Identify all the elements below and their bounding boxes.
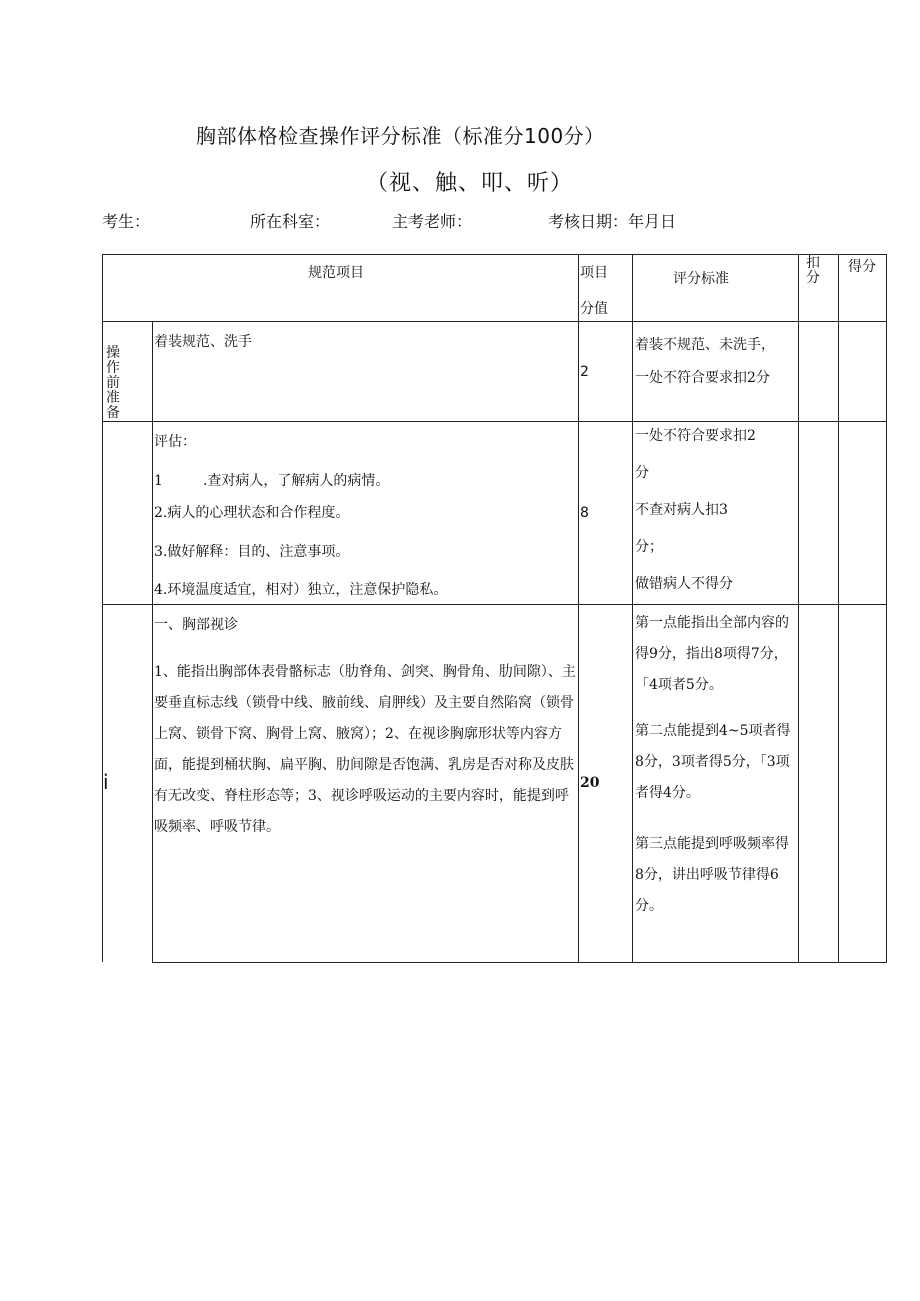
row2-item-line: 3.做好解释：目的、注意事项。 (154, 544, 350, 560)
department-field: 所在科室： (250, 212, 331, 231)
row1-criteria-line2: 一处不符合要求扣2分 (635, 370, 770, 386)
row2-item-line: 评估： (154, 434, 196, 450)
table-border-top (102, 254, 887, 255)
row2-criteria-line: 做错病人不得分 (635, 576, 733, 592)
row2-criteria-line: 分； (635, 539, 663, 555)
table-col-divider-1 (152, 321, 153, 963)
table-border-bottom (152, 962, 887, 963)
table-divider-header (102, 321, 887, 322)
row2-item-line: 2.病人的心理状态和合作程度。 (154, 505, 350, 521)
row2-score: 8 (580, 505, 589, 521)
table-border-right (886, 254, 887, 963)
page-subtitle: （视、触、叩、听） (366, 171, 574, 196)
col-header-score-line2: 分值 (580, 301, 608, 317)
table-divider-row1 (102, 421, 887, 422)
inspection-heading: 一、胸部视诊 (154, 617, 238, 633)
section-label-preparation: 操作前准备 (106, 345, 120, 421)
section-label-inspection: i (103, 770, 109, 794)
row1-criteria-line1: 着装不规范、未洗手， (635, 337, 775, 353)
table-border-left (102, 254, 103, 962)
page-title: 胸部体格检查操作评分标准（标准分100分） (196, 124, 605, 148)
row2-criteria-line: 一处不符合要求扣2 (635, 428, 756, 444)
col-header-deduct: 扣分 (806, 255, 820, 286)
examiner-field: 主考老师： (392, 212, 473, 231)
row2-criteria-line: 分 (635, 465, 649, 481)
table-col-divider-5 (838, 254, 839, 963)
inspection-criteria-2: 第二点能提到4~5项者得8分，3项者得5分，「3项者得4分。 (635, 723, 791, 801)
row2-item-line: 4.环境温度适宜，相对）独立，注意保护隐私。 (154, 582, 448, 598)
inspection-score: 20 (580, 775, 600, 791)
inspection-criteria-1: 第一点能指出全部内容的得9分，指出8项得7分，「4项者5分。 (635, 615, 789, 693)
row1-score: 2 (580, 364, 589, 380)
table-divider-row2 (102, 604, 887, 605)
exam-date-field: 考核日期：年月日 (548, 212, 677, 231)
table-col-divider-4 (798, 254, 799, 963)
row1-item: 着装规范、洗手 (154, 334, 252, 350)
row2-criteria-line: 不查对病人扣3 (635, 502, 728, 518)
inspection-criteria-3: 第三点能提到呼吸频率得8分，讲出呼吸节律得6分。 (635, 836, 789, 914)
col-header-got: 得分 (848, 259, 876, 275)
col-header-score-line1: 项目 (580, 265, 608, 281)
col-header-criteria: 评分标准 (673, 271, 729, 287)
row2-item-line: 1 .查对病人，了解病人的病情。 (154, 473, 390, 489)
table-col-divider-3 (632, 254, 633, 963)
examinee-field: 考生： (102, 212, 151, 231)
inspection-body: 1、能指出胸部体表骨骼标志（肋脊角、剑突、胸骨角、肋间隙）、主要垂直标志线（锁骨中线、腋前线、肩胛线）及主要自然陷窝（锁骨上窝、锁骨下窝、胸骨上窝、腋窝）；2、在视诊胸廓形状等内容方面，能提到桶状胸、扁平胸、肋间隙是否饱满、乳房是否对称及皮肤有无改变、脊柱形态等；3、视诊呼吸运动的主要内容时，能提到呼吸频率、呼吸节律。 (154, 664, 576, 835)
col-header-item: 规范项目 (308, 265, 364, 281)
table-col-divider-2 (578, 254, 579, 963)
